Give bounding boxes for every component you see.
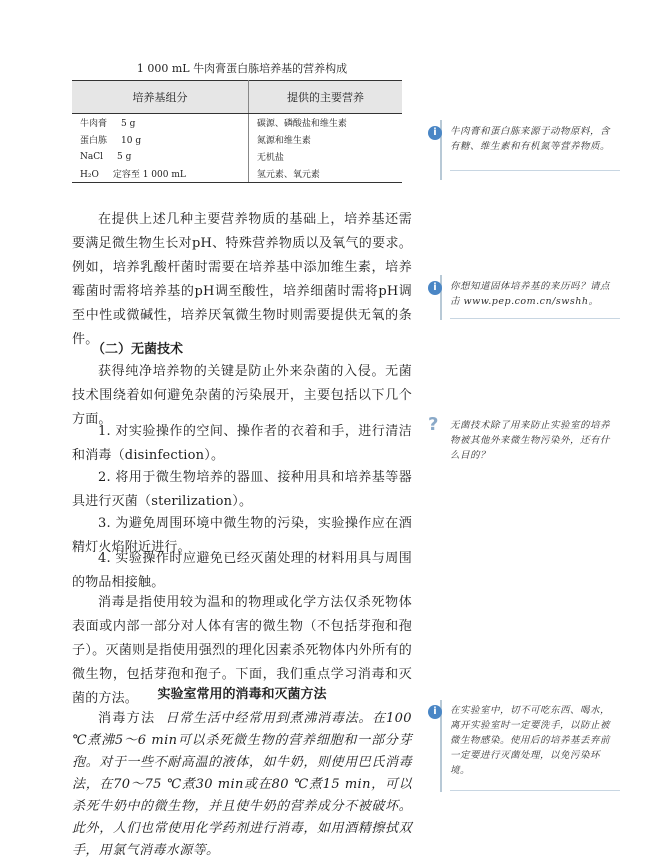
list-item-sterilization: 2. 将用于微生物培养的器皿、接种用具和培养基等器具进行灭菌（sterilization）。 (72, 470, 412, 509)
note-rule (450, 790, 620, 791)
component-name: NaCl (80, 151, 104, 162)
component-amount: 定容至 1 000 mL (112, 170, 186, 180)
table-header-row (72, 81, 402, 114)
info-icon: i (428, 705, 442, 719)
paragraph-text: 日常生活中经常用到煮沸消毒法。在100 ℃煮沸5～6 min可以杀死微生物的营养细胞和一部分芽孢。对于一些不耐高温的液体，如牛奶，则使用巴氏消毒法，在70～75 ℃煮30 min或在80 ℃煮15 min，可以杀死牛奶中的微生物，并且使牛奶的营养成分不被破坏。此外，人们也常使用化学药剂进行消毒，如用酒精擦拭双手，用氯气消毒水源等。 (72, 711, 412, 858)
paragraph-definitions: 消毒是指使用较为温和的物理或化学方法仅杀死物体表面或内部一部分对人体有害的微生物（不包括芽孢和孢子）。灭菌则是指使用强烈的理化因素杀死物体内外所有的微生物，包括芽孢和孢子。下面，我们重点学习消毒和灭菌的方法。 (72, 595, 412, 706)
list-item-disinfection: 1. 对实验操作的空间、操作者的衣着和手，进行清洁和消毒（disinfection）。 (72, 424, 412, 463)
note-rule (450, 170, 620, 171)
table-cell-component (72, 114, 248, 132)
table-cell-component (72, 131, 248, 148)
sidebar-note-question: 无菌技术除了用来防止实验室的培养物被其他外来微生物污染外，还有什么目的？ (450, 420, 611, 461)
component-amount: 5 g (121, 119, 136, 129)
table-cell-nutrient: 氢元素、氧元素 (248, 165, 402, 183)
table-row (72, 165, 402, 183)
component-amount: 5 g (117, 151, 132, 162)
paragraph-culture-requirements: 在提供上述几种主要营养物质的基础上，培养基还需要满足微生物生长对pH、特殊营养物质以及氧气的要求。例如，培养乳酸杆菌时需要在培养基中添加维生素，培养霉菌时需将培养基的pH调至酸性，培养细菌时需将pH调至中性或微碱性，培养厌氧微生物时则需要提供无氧的条件。 (72, 212, 412, 347)
list-item-flame: 3. 为避免周围环境中微生物的污染，实验操作应在酒精灯火焰附近进行。 (72, 516, 412, 555)
sidebar-note-ingredients: 牛肉膏和蛋白胨来源于动物原料，含有糖、维生素和有机氮等营养物质。 (450, 126, 611, 152)
table-cell-nutrient: 氮源和维生素 (256, 136, 311, 146)
table-cell-component (72, 165, 248, 183)
note-rule (450, 318, 620, 319)
table-row (72, 131, 402, 148)
section-heading-aseptic: （二）无菌技术 (92, 342, 184, 357)
sidebar-note-link: 你想知道固体培养基的来历吗？请点击 www.pep.com.cn/swshh。 (450, 281, 611, 307)
component-amount: 10 g (121, 136, 142, 146)
question-icon: ? (428, 414, 439, 435)
table-cell-component (72, 148, 248, 165)
table-cell-nutrient: 无机盐 (256, 153, 284, 163)
info-icon: i (428, 281, 442, 295)
list-item-contact: 4. 实验操作时应避免已经灭菌处理的材料用具与周围的物品相接触。 (72, 551, 412, 590)
info-icon: i (428, 126, 442, 140)
subheading-methods: 实验室常用的消毒和灭菌方法 (157, 687, 327, 702)
component-name: 牛肉膏 (80, 119, 108, 129)
paragraph-aseptic-intro: 获得纯净培养物的关键是防止外来杂菌的入侵。无菌技术围绕着如何避免杂菌的污染展开，主要包括以下几个方面。 (72, 364, 412, 427)
paragraph-disinfection-methods (72, 708, 412, 862)
table-row (72, 114, 402, 132)
component-name: H₂O (80, 170, 99, 180)
sidebar-divider (440, 275, 442, 320)
table-row (72, 148, 402, 165)
paragraph-lead: 消毒方法 (98, 711, 156, 726)
table-header-nutrient: 提供的主要营养 (248, 81, 402, 114)
table-title: 1 000 mL 牛肉膏蛋白胨培养基的营养构成 (136, 62, 348, 75)
table-cell-nutrient: 碳源、磷酸盐和维生素 (256, 119, 347, 129)
table-header-component: 培养基组分 (72, 81, 248, 114)
component-name: 蛋白胨 (80, 136, 108, 146)
sidebar-note-safety: 在实验室中，切不可吃东西、喝水，离开实验室时一定要洗手，以防止被微生物感染。使用后的培养基丢弃前一定要进行灭菌处理，以免污染环境。 (450, 705, 611, 776)
nutrient-table (72, 80, 402, 183)
